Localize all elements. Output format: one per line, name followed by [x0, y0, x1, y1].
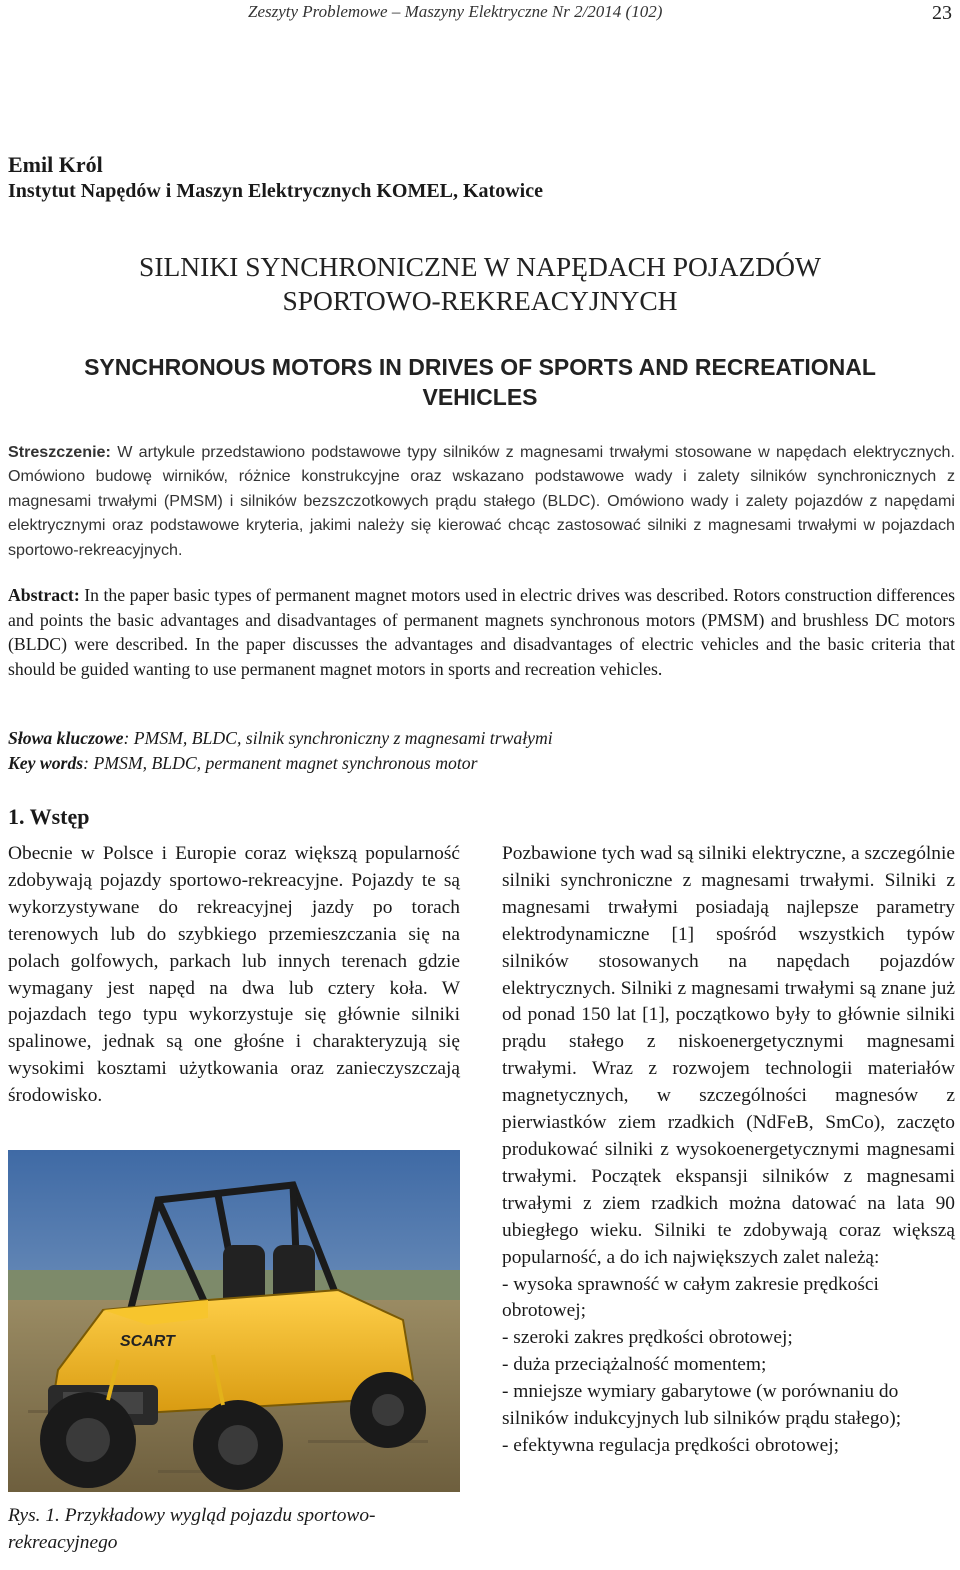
keywords-polish: [8, 726, 955, 751]
list-item: - efektywna regulacja prędkości obrotowej;: [502, 1434, 840, 1456]
title-english: [0, 352, 960, 412]
advantages-list: [502, 1272, 955, 1460]
list-item: - mniejsze wymiary gabarytowe (w porównaniu do silników indukcyjnych lub silników prądu stałego);: [502, 1381, 902, 1430]
title-polish-line: SPORTOWO-REKREACYJNYCH: [282, 285, 678, 316]
abstract-block: [8, 583, 955, 681]
list-item: - szeroki zakres prędkości obrotowej;: [502, 1327, 793, 1349]
main-paragraph: Pozbawione tych wad są silniki elektryczne, a szczególnie silniki synchroniczne z magnesami trwałymi. Silniki z magnesami trwałymi posiadają najlepsze parametry elektrodynamiczne [1] spośród wszystkich typów silników stosowanych na napędach pojazdów elektrycznych. Silniki z magnesami trwałymi są znane już od ponad 150 lat [1], początkowo były to głównie silniki prądu stałego z niskoenergetycznymi magnesami trwałymi. Wraz z rozwojem technologii materiałów magnetycznych, w szczególności magnesów z pierwiastków ziem rzadkich (NdFeB, SmCo), zaczęto produkować silniki z wysokoenergetycznymi magnesami trwałymi. Początek ekspansji silników z magnesami trwałymi z ziem rzadkich można datować na lata 90 ubiegłego wieku. Silniki te zdobywają coraz większą popularność, a do ich największych zalet należą:: [502, 843, 955, 1268]
journal-title: Zeszyty Problemowe – Maszyny Elektryczne Nr 2/2014 (102): [248, 2, 663, 21]
figure-vehicle-photo: [8, 1150, 460, 1492]
wheel-front-left: [40, 1392, 136, 1488]
streszczenie-block: [8, 440, 955, 562]
intro-paragraph: Obecnie w Polsce i Europie coraz większą popularność zdobywają pojazdy sportowo-rekreacyjne. Pojazdy te są wykorzystywane do rekreacyjnej jazdy po torach terenowych lub do szybkiego przemieszczania się na polach golfowych, parkach lub innych terenach gdzie wymagany jest napęd na dwa lub cztery koła. W pojazdach tego typu wykorzystuje się głównie silniki spalinowe, jednak są one głośne i charakteryzują się wysokimi kosztami użytkowania oraz zanieczyszczają środowisko.: [8, 843, 460, 1107]
author-affiliation: Instytut Napędów i Maszyn Elektrycznych KOMEL, Katowice: [8, 180, 543, 202]
page-number: 23: [932, 2, 952, 24]
title-english-line: VEHICLES: [422, 384, 538, 410]
title-english-line: SYNCHRONOUS MOTORS IN DRIVES OF SPORTS AND RECREATIONAL: [84, 354, 876, 380]
section-heading: 1. Wstęp: [8, 804, 90, 829]
keywords-block: [8, 726, 955, 775]
figure-caption: Rys. 1. Przykładowy wygląd pojazdu sportowo-rekreacyjnego: [8, 1505, 376, 1553]
utv-illustration: [8, 1150, 460, 1492]
left-column: [8, 841, 460, 1110]
list-item: - duża przeciążalność momentem;: [502, 1354, 767, 1376]
wheel-front-right: [193, 1400, 283, 1490]
list-item: - wysoka sprawność w całym zakresie prędkości obrotowej;: [502, 1273, 879, 1322]
vehicle-logo: SCART: [120, 1333, 175, 1350]
title-polish-line: SILNIKI SYNCHRONICZNE W NAPĘDACH POJAZDÓW: [139, 251, 821, 282]
keywords-english-label: Key words: [8, 752, 84, 773]
wheel-rear: [350, 1372, 426, 1448]
keywords-polish-value: : PMSM, BLDC, silnik synchroniczny z magnesami trwałymi: [123, 728, 553, 748]
streszczenie-label: Streszczenie:: [8, 443, 111, 461]
abstract-label: Abstract:: [8, 585, 80, 605]
keywords-english: [8, 751, 955, 776]
author-name: Emil Król: [8, 152, 103, 177]
keywords-english-value: : PMSM, BLDC, permanent magnet synchronous motor: [83, 752, 478, 773]
keywords-polish-label: Słowa kluczowe: [8, 728, 124, 748]
right-column: [502, 841, 955, 1460]
title-polish: [0, 250, 960, 318]
abstract-text: In the paper basic types of permanent magnet motors used in electric drives was described. Rotors construction differences and points the basic advantages and disadvantages of permanent magnets synchronous motors (PMSM) and brushless DC motors (BLDC) were described. In the paper discusses the advantages and disadvantages of electric vehicles and the basic criteria that should be guided wanting to use permanent magnet motors in sports and recreation vehicles.: [8, 585, 956, 679]
running-header: [0, 0, 960, 28]
streszczenie-text: W artykule przedstawiono podstawowe typy silników z magnesami trwałymi stosowane w napędach elektrycznych. Omówiono budowę wirników, różnice konstrukcyjne oraz wskazano podstawowe wady i zalety silników synchronicznych z magnesami trwałymi (PMSM) i silników bezszczotkowych prądu stałego (BLDC). Omówiono wady i zalety pojazdów z napędami elektrycznymi oraz podstawowe kryteria, jakimi należy się kierować chcąc zastosować silniki z magnesami trwałymi w pojazdach sportowo-rekreacyjnych.: [8, 443, 955, 559]
